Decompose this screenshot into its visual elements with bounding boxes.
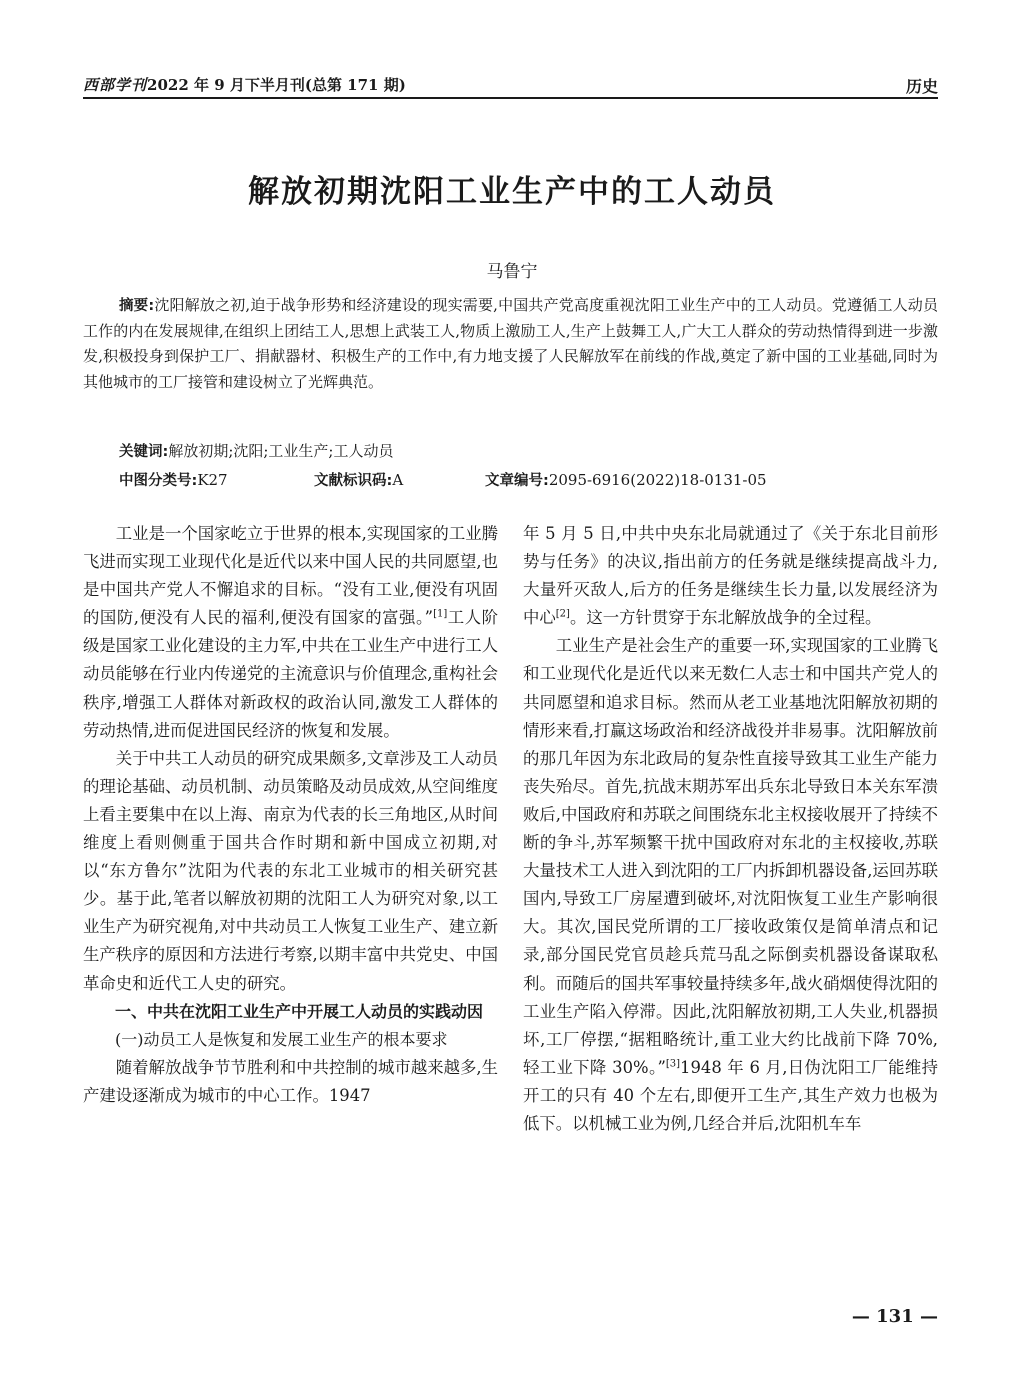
- body-paragraph: 工业生产是社会生产的重要一环,实现国家的工业腾飞和工业现代化是近代以来无数仁人志士和中国共产党人的共同愿望和追求目标。然而从老工业基地沈阳解放初期的情形来看,打赢这场政治和经济战役并非易事。沈阳解放前的那几年因为东北政局的复杂性直接导致其工业生产能力丧失殆尽。首先,抗战末期苏军出兵东北导致日本关东军溃败后,中国政府和苏联之间围绕东北主权接收展开了持续不断的争斗,苏军频繁干扰中国政府对东北的主权接收,苏联大量技术工人进入到沈阳的工厂内拆卸机器设备,运回苏联国内,导致工厂房屋遭到破坏,对沈阳恢复工业生产影响很大。其次,国民党所谓的工厂接收政策仅是简单清点和记录,部分国民党官员趁兵荒马乱之际倒卖机器设备谋取私利。而随后的国共军事较量持续多年,战火硝烟使得沈阳的工业生产陷入停滞。因此,沈阳解放初期,工人失业,机器损坏,工厂停摆,“据粗略统计,重工业大约比战前下降 70%,轻工业下降 30%。”[3]1948 年 6 月,日伪沈阳工厂能维持开工的只有 40 个左右,即便开工生产,其生产效力也极为低下。以机械工业为例,几经合并后,沈阳机车车: [523, 636, 939, 1133]
- journal-masthead: 西部学刊: [83, 76, 148, 94]
- body-column-right: [523, 520, 938, 1138]
- abstract-text: 沈阳解放之初,迫于战争形势和经济建设的现实需要,中国共产党高度重视沈阳工业生产中的工人动员。党遵循工人动员工作的内在发展规律,在组织上团结工人,思想上武装工人,物质上激励工人,生产上鼓舞工人,广大工人群众的劳动热情得到进一步激发,积极投身到保护工厂、捐献器材、积极生产的工作中,有力地支援了人民解放军在前线的作战,奠定了新中国的工业基础,同时为其他城市的工厂接管和建设树立了光辉典范。: [83, 296, 938, 391]
- article-number: [485, 469, 767, 490]
- citation: [3]: [665, 1058, 681, 1070]
- article-no-label: 文章编号:: [485, 473, 549, 489]
- page-number: — 131 —: [851, 1306, 938, 1327]
- citation: [1]: [433, 608, 448, 620]
- body-column-left: [83, 520, 498, 1110]
- doc-label: 文献标识码:: [314, 473, 393, 489]
- document-code: [314, 469, 403, 490]
- keywords: [119, 440, 393, 461]
- body-paragraph: 随着解放战争节节胜利和中共控制的城市越来越多,生产建设逐渐成为城市的中心工作。1947: [83, 1057, 498, 1105]
- article-author: 马鲁宁: [486, 262, 538, 282]
- body-paragraph: 工业是一个国家屹立于世界的根本,实现国家的工业腾飞进而实现工业现代化是近代以来中国人民的共同愿望,也是中国共产党人不懈追求的目标。“没有工业,便没有巩固的国防,便没有人民的福利,便没有国家的富强。”[1]工人阶级是国家工业化建设的主力军,中共在工业生产中进行工人动员能够在行业内传递党的主流意识与价值理念,重构社会秩序,增强工人群体对新政权的政治认同,激发工人群体的劳动热情,进而促进国民经济的恢复和发展。: [83, 524, 498, 740]
- subsection-heading: (一)动员工人是恢复和发展工业生产的根本要求: [115, 1029, 448, 1049]
- classification-row: [119, 469, 938, 491]
- issue-info: 2022 年 9 月下半月刊(总第 171 期): [147, 76, 406, 94]
- article-title: 解放初期沈阳工业生产中的工人动员: [248, 174, 776, 210]
- body-paragraph: 关于中共工人动员的研究成果颇多,文章涉及工人动员的理论基础、动员机制、动员策略及动员成效,从空间维度上看主要集中在以上海、南京为代表的长三角地区,从时间维度上看则侧重于国共合作时期和新中国成立初期,对以“东方鲁尔”沈阳为代表的东北工业城市的相关研究甚少。基于此,笔者以解放初期的沈阳工人为研究对象,以工业生产为研究视角,对中共动员工人恢复工业生产、建立新生产秩序的原因和方法进行考察,以期丰富中共党史、中国革命史和近代工人史的研究。: [83, 748, 498, 993]
- doc-value: A: [392, 471, 404, 489]
- abstract: [83, 293, 938, 395]
- article-no-value: 2095-6916(2022)18-0131-05: [548, 471, 767, 489]
- running-header: [83, 70, 938, 98]
- clc-number: [119, 469, 228, 490]
- abstract-label: 摘要:: [119, 298, 155, 314]
- keywords-label: 关键词:: [119, 444, 169, 460]
- header-divider: [83, 97, 938, 99]
- citation: [2]: [555, 608, 570, 620]
- journal-issue-line: [83, 74, 406, 95]
- body-paragraph: 年 5 月 5 日,中共中央东北局就通过了《关于东北目前形势与任务》的决议,指出前方的任务就是继续提高战斗力,大量歼灭敌人,后方的任务是继续生长力量,以发展经济为中心[2]。这一方针贯穿于东北解放战争的全过程。: [523, 524, 938, 628]
- clc-label: 中图分类号:: [119, 473, 198, 489]
- section-label: 历史: [905, 77, 938, 96]
- clc-value: K27: [197, 471, 228, 489]
- section-heading: 一、中共在沈阳工业生产中开展工人动员的实践动因: [115, 1001, 484, 1021]
- keywords-text: 解放初期;沈阳;工业生产;工人动员: [168, 442, 394, 460]
